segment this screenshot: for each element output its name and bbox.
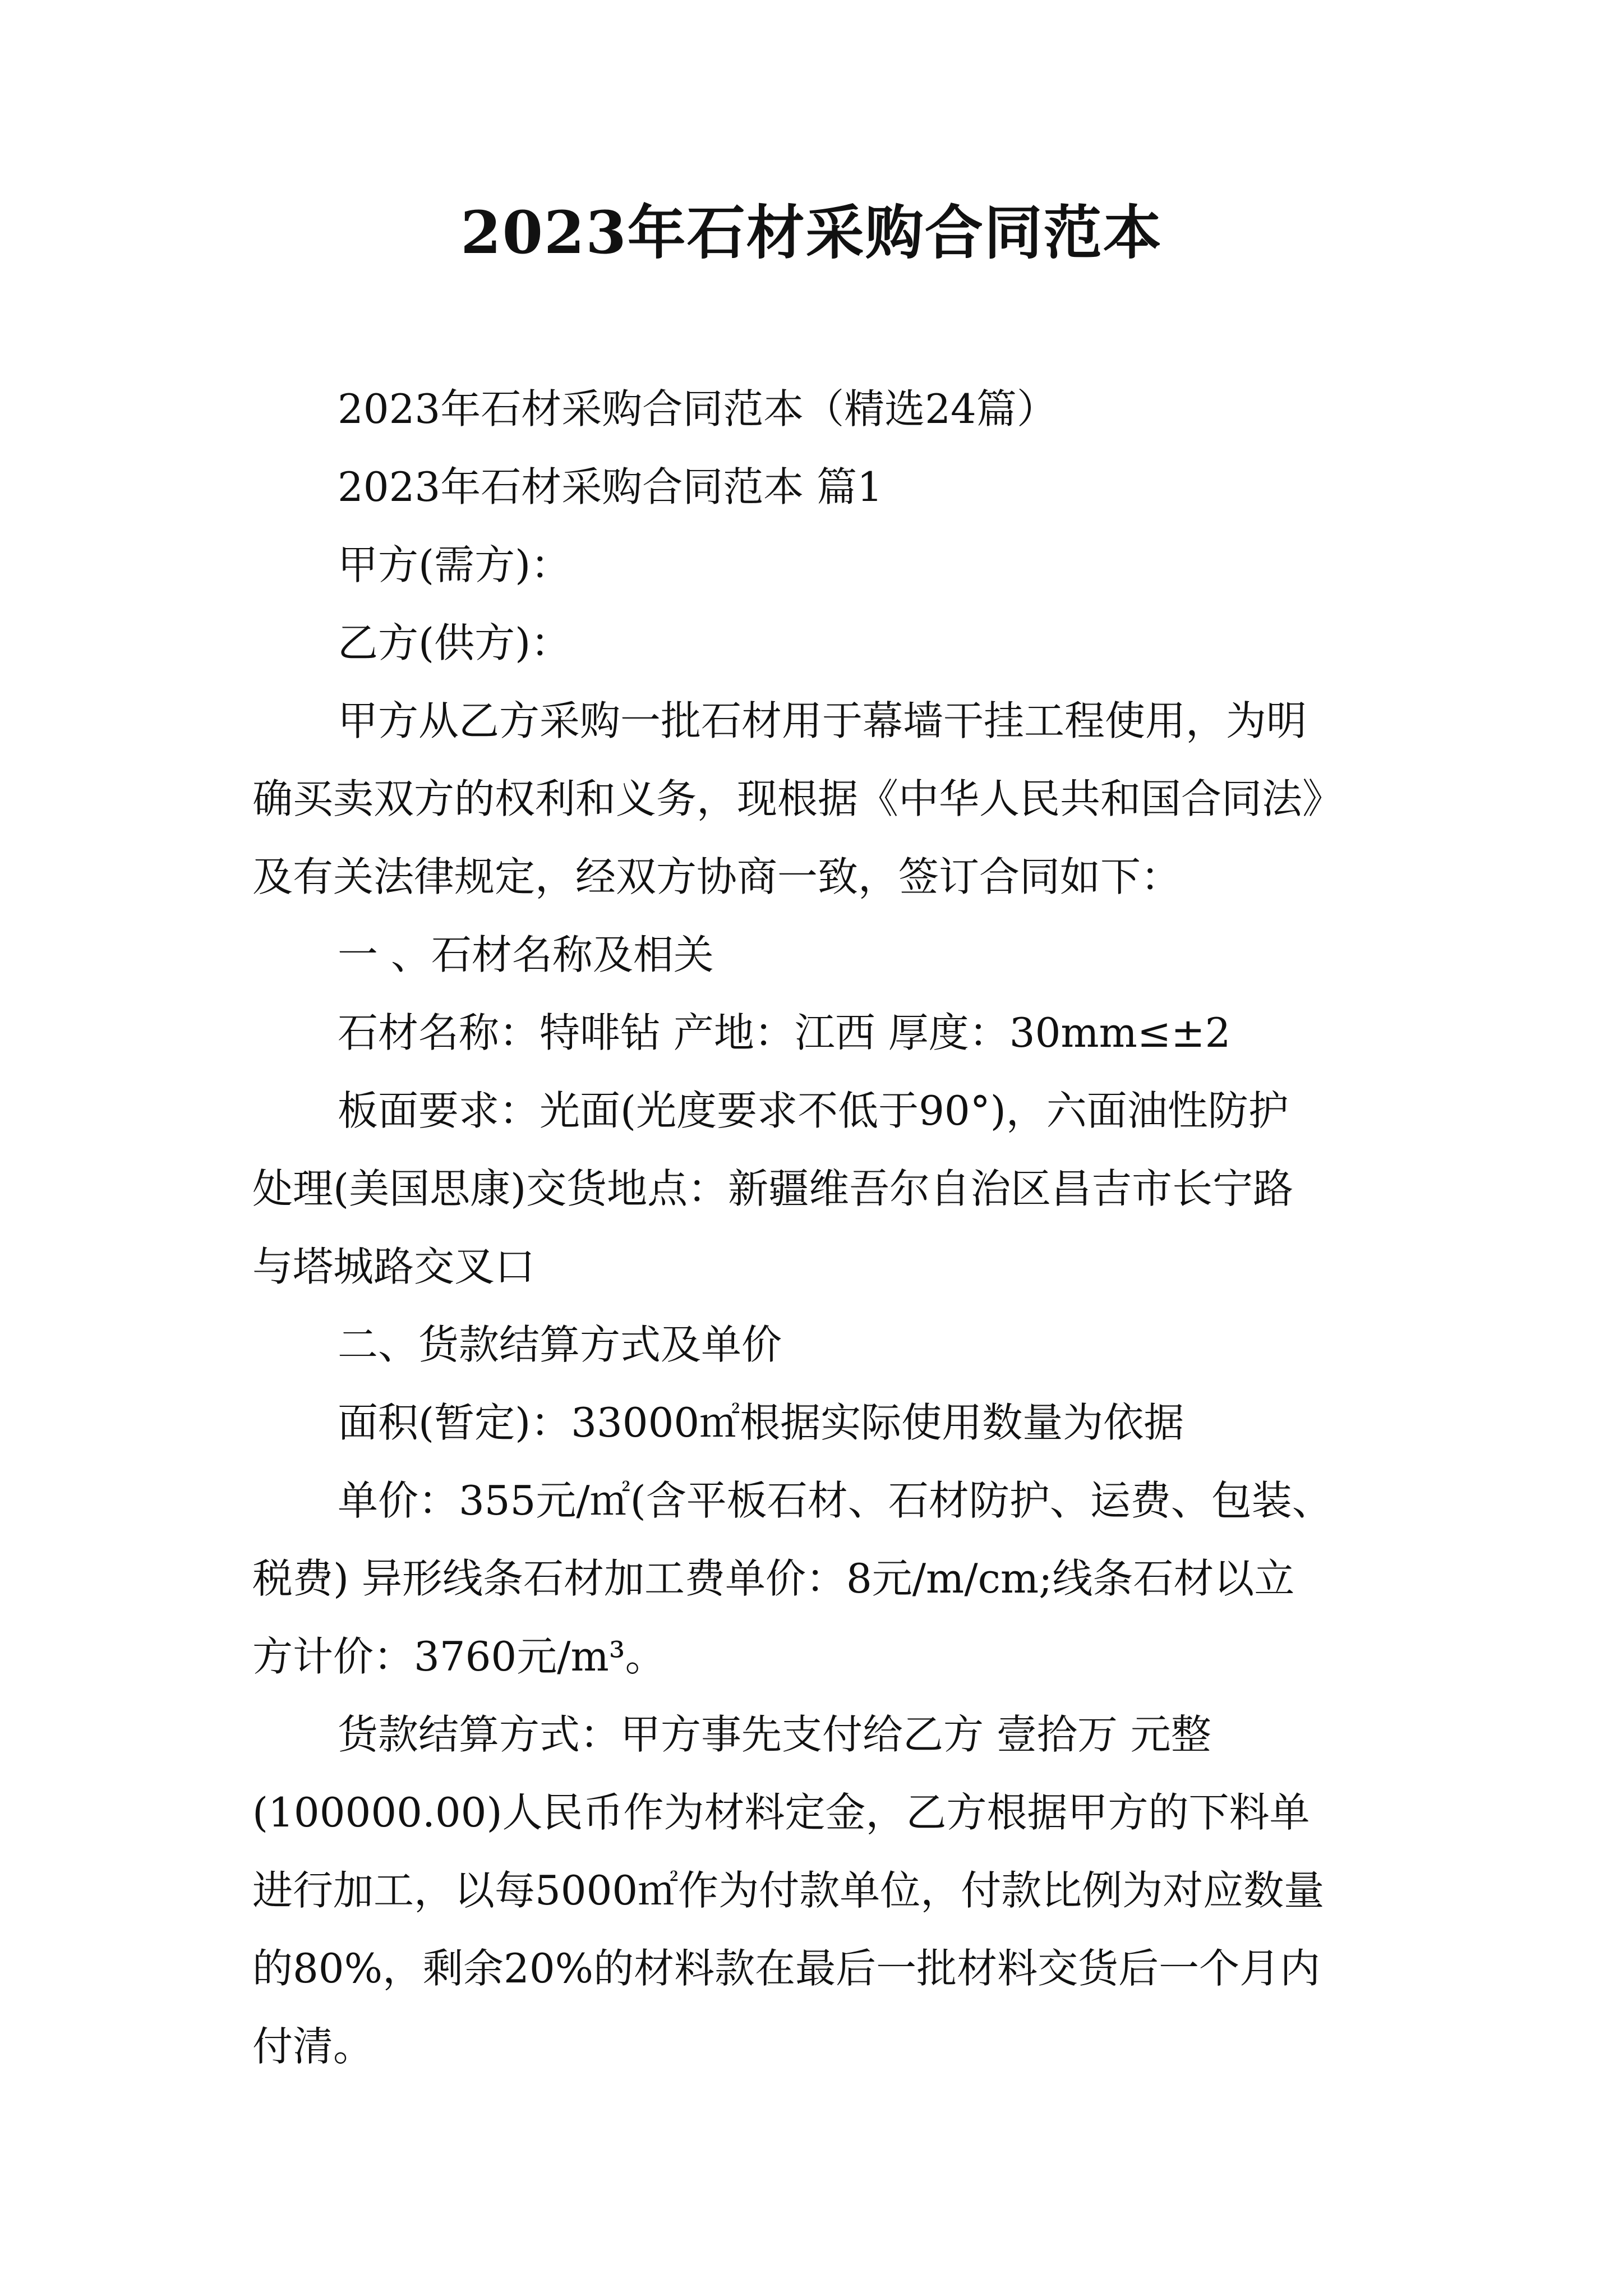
paragraph-clause-2-heading [252, 1306, 1396, 1384]
text-line: 税费) 异形线条石材加工费单价：8元/m/cm;线条石材以立 [252, 1555, 1295, 1602]
paragraph-clause-1-heading [252, 916, 1396, 994]
paragraph-section-heading [252, 448, 1396, 526]
paragraph-intro [252, 370, 1396, 448]
text-line: 石材名称：特啡钻 产地：江西 厚度：30mm≤±2 [338, 1009, 1231, 1056]
text-line: 板面要求：光面(光度要求不低于90°)，六面油性防护 [338, 1087, 1289, 1134]
paragraph-stone-name [252, 994, 1396, 1072]
text-line: 处理(美国思康)交货地点：新疆维吾尔自治区昌吉市长宁路 [252, 1165, 1294, 1212]
document-body [252, 370, 1396, 2086]
text-line: 货款结算方式：甲方事先支付给乙方 壹拾万 元整 [338, 1711, 1211, 1758]
paragraph-party-b [252, 604, 1396, 682]
text-line: 进行加工，以每5000㎡作为付款单位，付款比例为对应数量 [252, 1867, 1325, 1914]
paragraph-preamble [252, 682, 1396, 916]
paragraph-area [252, 1384, 1396, 1462]
text-line: 单价：355元/㎡(含平板石材、石材防护、运费、包装、 [338, 1477, 1332, 1524]
paragraph-party-a [252, 526, 1396, 604]
text-line: 确买卖双方的权利和义务，现根据《中华人民共和国合同法》 [252, 775, 1343, 822]
text-line: 面积(暂定)：33000㎡根据实际使用数量为依据 [338, 1399, 1184, 1446]
text-line: 一 、石材名称及相关 [338, 931, 714, 978]
text-line: 甲方从乙方采购一批石材用于幕墙干挂工程使用，为明 [338, 697, 1307, 744]
text-line: 二、货款结算方式及单价 [338, 1321, 782, 1368]
text-line: 2023年石材采购合同范本 篇1 [338, 463, 883, 510]
text-line: (100000.00)人民币作为材料定金，乙方根据甲方的下料单 [252, 1789, 1310, 1836]
text-line: 付清。 [252, 2023, 374, 2070]
text-line: 方计价：3760元/m³。 [252, 1633, 666, 1680]
text-line: 乙方(供方)： [338, 619, 571, 666]
paragraph-surface-requirements [252, 1072, 1396, 1306]
text-line: 2023年石材采购合同范本（精选24篇） [338, 385, 1057, 432]
text-line: 甲方(需方)： [338, 541, 571, 588]
text-line: 的80%，剩余20%的材料款在最后一批材料交货后一个月内 [252, 1945, 1321, 1992]
paragraph-payment-terms [252, 1696, 1396, 2086]
text-line: 及有关法律规定，经双方协商一致，签订合同如下： [252, 853, 1182, 900]
text-line: 与塔城路交叉口 [252, 1243, 536, 1290]
paragraph-unit-price [252, 1462, 1396, 1696]
document-title: 2023年石材采购合同范本 [460, 198, 1163, 267]
